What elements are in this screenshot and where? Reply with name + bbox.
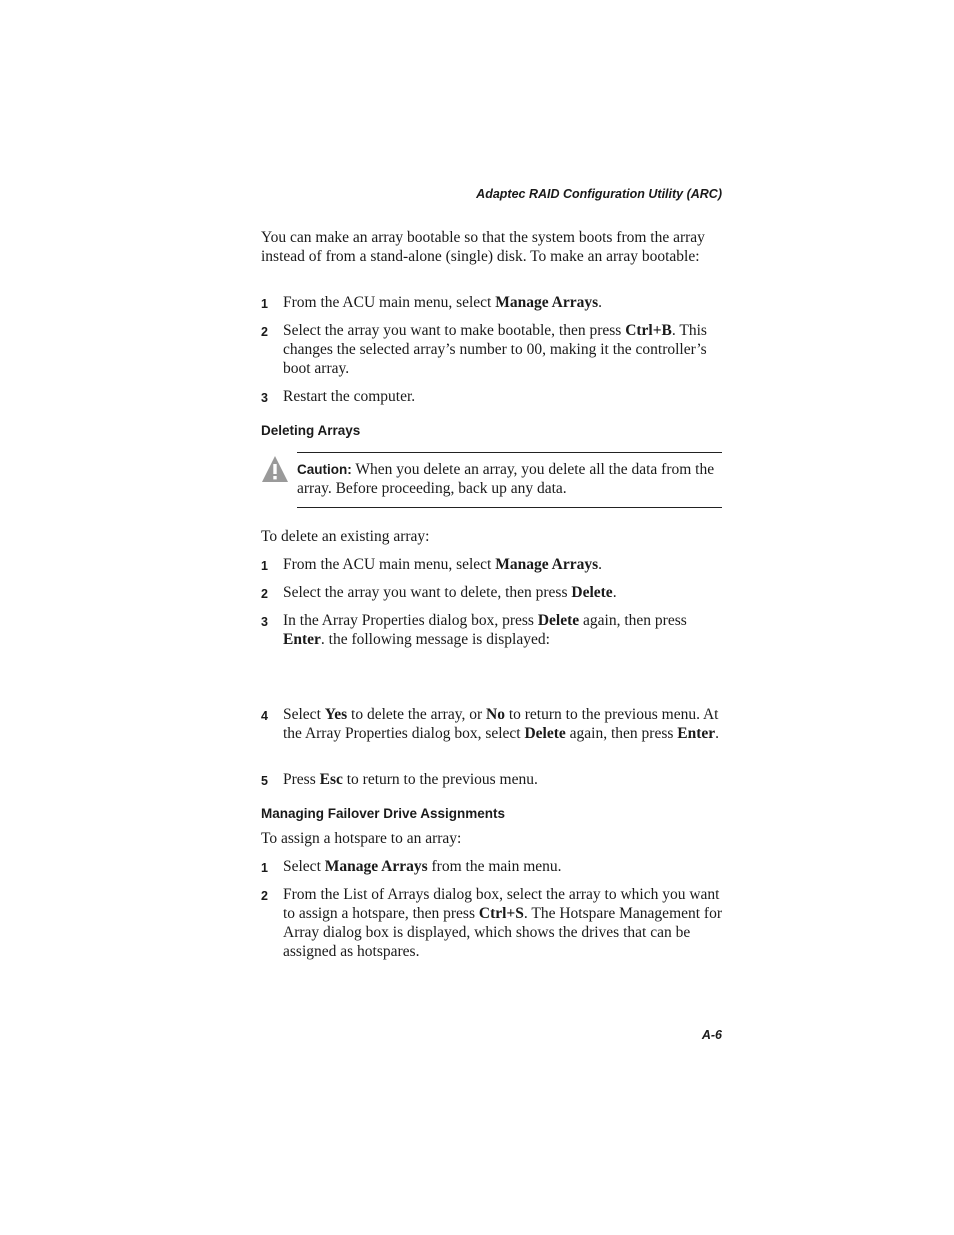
caution-text: When you delete an array, you delete all the data from the array. Before proceeding, back up any data. [297,461,715,497]
failover-step-2: 2 From the List of Arrays dialog box, select the array to which you want to assign a hotspare, then press Ctrl+S. The Hotspare Management for Array dialog box is displayed, which shows the drives that can be assigned as hotspares. [261,886,723,960]
step-number: 3 [261,615,268,629]
bootable-step-1: 1 From the ACU main menu, select Manage Arrays. [261,293,723,312]
failover-intro: To assign a hotspare to an array: [261,830,462,847]
caution-note [297,460,722,498]
warning-triangle-icon [261,455,289,483]
step-number: 1 [261,559,268,573]
step-number: 4 [261,709,268,723]
deleting-arrays-heading: Deleting Arrays [261,423,361,438]
bootable-step-3: 3 Restart the computer. [261,387,723,406]
step-number: 5 [261,774,268,788]
delete-step-5: 5 Press Esc to return to the previous menu. [261,770,723,789]
delete-intro: To delete an existing array: [261,528,430,545]
step-number: 2 [261,325,268,339]
failover-heading: Managing Failover Drive Assignments [261,806,506,821]
step-number: 1 [261,861,268,875]
page-number: A-6 [701,1028,722,1042]
delete-step-2: 2 Select the array you want to delete, then press Delete. [261,583,723,602]
caution-label: Caution: [297,462,352,477]
failover-step-1: 1 Select Manage Arrays from the main menu. [261,857,723,876]
caution-bottom-rule [297,507,722,508]
step-number: 3 [261,391,268,405]
step-number: 1 [261,297,268,311]
bootable-step-2: 2 Select the array you want to make bootable, then press Ctrl+B. This changes the selected array’s number to 00, making it the controller’s boot array. [261,322,707,377]
caution-top-rule [297,452,722,453]
delete-step-4: 4 Select Yes to delete the array, or No to return to the previous menu. At the Array Properties dialog box, select Delete again, then press Enter. [261,706,720,742]
intro-paragraph: You can make an array bootable so that the system boots from the array instead of from a stand-alone (single) disk. To make an array bootable: [261,229,705,265]
delete-step-3: 3 In the Array Properties dialog box, press Delete again, then press Enter. the following message is displayed: [261,612,687,648]
step-number: 2 [261,889,268,903]
delete-step-1: 1 From the ACU main menu, select Manage Arrays. [261,555,723,574]
running-header: Adaptec RAID Configuration Utility (ARC) [476,187,722,201]
step-number: 2 [261,587,268,601]
